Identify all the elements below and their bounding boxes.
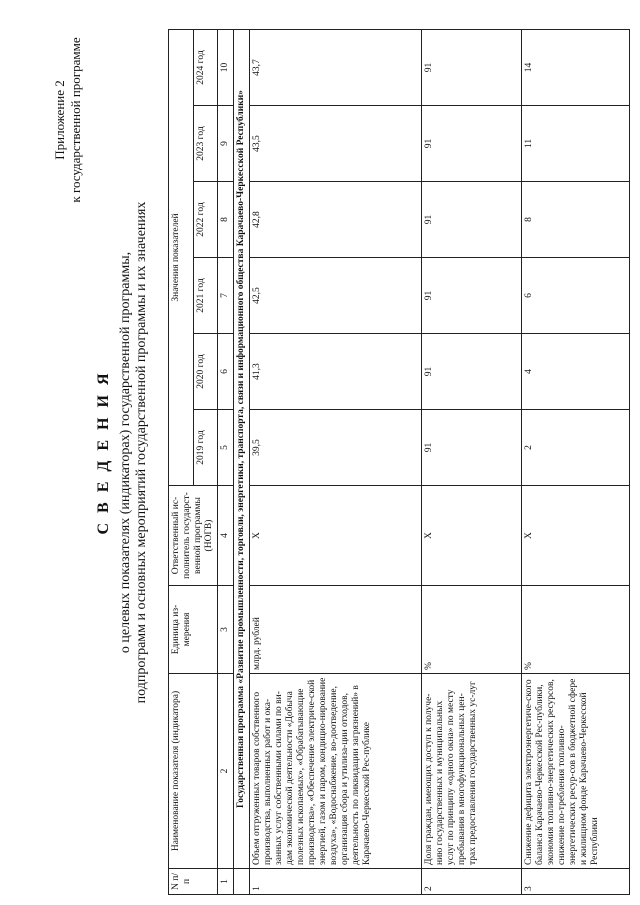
- header-row: [169, 30, 194, 895]
- section-empty-cell: [234, 869, 250, 895]
- column-number: 3: [218, 586, 234, 674]
- annex-number: Приложение 2: [52, 80, 67, 160]
- row-value: 42,5: [250, 258, 422, 334]
- row-value: 6: [522, 258, 630, 334]
- row-num: 3: [522, 869, 630, 895]
- row-executor: X: [522, 486, 630, 586]
- header-year: 2020 год: [193, 334, 218, 410]
- row-value: 43,7: [250, 30, 422, 106]
- table-row: [422, 30, 522, 895]
- column-number: 2: [218, 674, 234, 869]
- header-num: N п/п: [169, 869, 218, 895]
- section-row: [234, 30, 250, 895]
- header-unit: Единица из-мерения: [169, 586, 218, 674]
- document-subtitle-2: подпрограмм и основных мероприятий государственной программы и их значениях: [134, 201, 149, 704]
- column-number: 4: [218, 486, 234, 586]
- row-executor: X: [250, 486, 422, 586]
- section-title: Государственная программа «Развитие промышленности, торговли, энергетики, транспорта, связи и информационного общества Карачаево-Черкесской Республики»: [234, 30, 250, 869]
- header-year: 2023 год: [193, 106, 218, 182]
- row-name: Снижение дефицита электроэнергетиче-ского баланса Карачаево-Черкесской Рес-публики, экономия топливно-энергетических ресурсов, снижение по-требления топливно-энергетических ресур-сов в бюджетной сфере и жилищном фонде Карачаево-Черкесской Республики: [522, 674, 630, 869]
- document-subtitle-1: о целевых показателях (индикаторах) государственной программы,: [118, 251, 133, 654]
- column-number: 6: [218, 334, 234, 410]
- column-number: 8: [218, 182, 234, 258]
- header-name: Наименование показателя (индикатора): [169, 674, 218, 869]
- column-number: 10: [218, 30, 234, 106]
- row-num: 2: [422, 869, 522, 895]
- indicators-table: [168, 29, 630, 895]
- row-unit: %: [422, 586, 522, 674]
- column-number: 1: [218, 869, 234, 895]
- row-unit: млрд. рублей: [250, 586, 422, 674]
- row-value: 91: [422, 106, 522, 182]
- row-value: 8: [522, 182, 630, 258]
- row-value: 91: [422, 30, 522, 106]
- column-number: 7: [218, 258, 234, 334]
- row-value: 91: [422, 258, 522, 334]
- header-year: 2021 год: [193, 258, 218, 334]
- header-year: 2024 год: [193, 30, 218, 106]
- row-value: 14: [522, 30, 630, 106]
- row-value: 2: [522, 410, 630, 486]
- header-executor: Ответственный ис-полнитель государст-венной программы (НОГВ): [169, 486, 218, 586]
- row-executor: X: [422, 486, 522, 586]
- column-number: 9: [218, 106, 234, 182]
- header-year: 2019 год: [193, 410, 218, 486]
- column-number: 5: [218, 410, 234, 486]
- row-unit: %: [522, 586, 630, 674]
- row-value: 42,8: [250, 182, 422, 258]
- row-value: 91: [422, 182, 522, 258]
- row-name: Объем отгруженных товаров собственного производства, выполненных работ и ока-занных услуг собственными силами по ви-дам экономической деятельности «Добыча полезных ископаемых», «Обрабатывающие производства», «Обеспечение электриче-ской энергией, газом и паром, кондицио-нирование воздуха», «Водоснабжение, во-доотведение, организация сбора и утилиза-ции отходов, деятельность по ликвидации загрязнений» в Карачаево-Черкесской Рес-публике: [250, 674, 422, 869]
- row-num: 1: [250, 869, 422, 895]
- annex-label: [52, 25, 84, 215]
- annex-reference: к государственной программе: [68, 37, 83, 203]
- row-value: 43,5: [250, 106, 422, 182]
- row-value: 91: [422, 410, 522, 486]
- header-year: 2022 год: [193, 182, 218, 258]
- row-value: 4: [522, 334, 630, 410]
- row-value: 41,3: [250, 334, 422, 410]
- row-value: 39,5: [250, 410, 422, 486]
- document-title: С В Е Д Е Н И Я: [95, 370, 112, 535]
- row-value: 11: [522, 106, 630, 182]
- row-name: Доля граждан, имеющих доступ к получе-нию государственных и муниципальных услуг по принципу «одного окна» по месту пребывания в многофункциональных цен-трах предоставления государственных ус-луг: [422, 674, 522, 869]
- row-value: 91: [422, 334, 522, 410]
- column-number-row: [218, 30, 234, 895]
- table-row: [250, 30, 422, 895]
- table-row: [522, 30, 630, 895]
- header-values-group: Значения показателей: [169, 30, 194, 486]
